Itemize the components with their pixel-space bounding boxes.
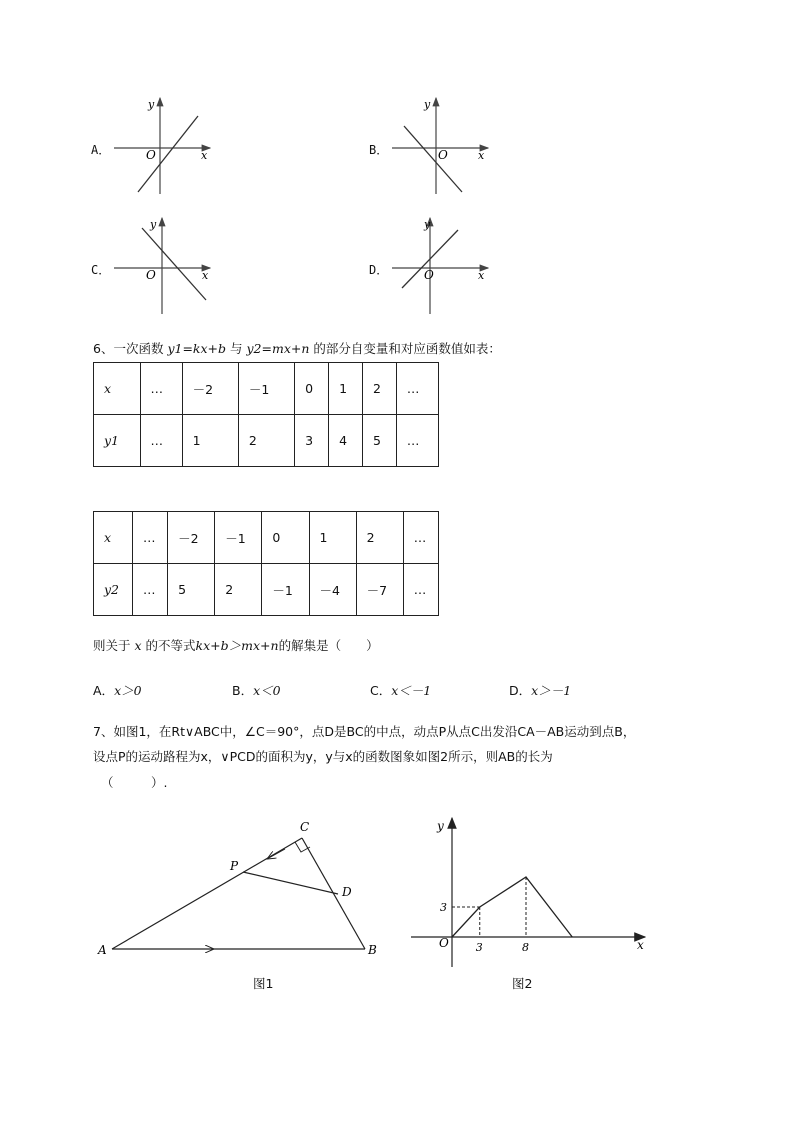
x-axis-label: x xyxy=(478,149,485,162)
value-table-y2 xyxy=(93,511,439,616)
x-axis-label: x xyxy=(201,149,208,162)
y-axis-label: y xyxy=(150,218,157,231)
table-row xyxy=(94,564,439,616)
origin-label: O xyxy=(146,268,156,282)
tick-label-x8: 8 xyxy=(522,941,529,954)
x-axis-label: x xyxy=(637,938,644,952)
table-row xyxy=(94,512,439,564)
label-d: D xyxy=(342,885,352,899)
table-cell: 1 xyxy=(182,415,238,467)
option-a-graph xyxy=(108,92,218,202)
answer-b[interactable]: B．x＜0 xyxy=(232,683,281,698)
y-axis-label: y xyxy=(148,98,155,111)
figure-2-graph xyxy=(405,812,655,972)
table-cell: 2 xyxy=(215,564,262,616)
table-cell: … xyxy=(140,363,182,415)
table-cell: －4 xyxy=(309,564,356,616)
option-b-label: B． xyxy=(369,143,389,157)
option-b-graph xyxy=(386,92,496,202)
function-line xyxy=(142,228,206,300)
table-cell: －7 xyxy=(356,564,403,616)
label-p: P xyxy=(230,859,239,873)
table-cell: y2 xyxy=(94,564,133,616)
q6-stem: 6、一次函数 y1=kx+b 与 y2=mx+n 的部分自变量和对应函数值如表： xyxy=(93,341,501,356)
origin-label: O xyxy=(424,268,434,282)
table-cell: … xyxy=(396,363,438,415)
arrow-ca-icon xyxy=(267,849,285,859)
table-cell: 1 xyxy=(329,363,363,415)
table-cell: … xyxy=(396,415,438,467)
origin-label: O xyxy=(146,148,156,162)
table-cell: 4 xyxy=(329,415,363,467)
y-axis-label: y xyxy=(424,98,431,111)
table-cell: … xyxy=(403,564,438,616)
x-axis-label: x xyxy=(202,269,209,282)
table-cell: 5 xyxy=(168,564,215,616)
option-d-label: D． xyxy=(369,263,389,277)
table-cell: 0 xyxy=(295,363,329,415)
table-cell: … xyxy=(140,415,182,467)
label-a: A xyxy=(98,943,107,957)
table-cell: 2 xyxy=(356,512,403,564)
table-cell: x xyxy=(94,512,133,564)
figure-1-triangle xyxy=(90,812,390,962)
table-cell: －1 xyxy=(238,363,294,415)
option-a-label: A． xyxy=(91,143,111,157)
answer-a[interactable]: A．x＞0 xyxy=(93,683,142,698)
origin-label: O xyxy=(438,148,448,162)
y-axis-label: y xyxy=(424,218,431,231)
table-cell: 2 xyxy=(362,363,396,415)
q7-line1: 7、如图1，在Rt∨ABC中，∠C＝90°，点D是BC的中点，动点P从点C出发沿CA－AB运动到点B， xyxy=(93,724,636,739)
function-line xyxy=(404,126,462,192)
table-cell: 5 xyxy=(362,415,396,467)
q6-question: 则关于 x 的不等式kx+b＞mx+n的解集是（ ） xyxy=(93,638,379,653)
table-cell: 0 xyxy=(262,512,309,564)
answer-c[interactable]: C．x＜－1 xyxy=(370,683,432,698)
answer-d[interactable]: D．x＞－1 xyxy=(509,683,572,698)
table-cell: y1 xyxy=(94,415,141,467)
figure-2-caption: 图2 xyxy=(512,976,533,991)
side-ac xyxy=(112,838,302,949)
function-polyline xyxy=(452,877,572,937)
y-axis-label: y xyxy=(437,819,444,833)
table-cell: －2 xyxy=(182,363,238,415)
label-b: B xyxy=(368,943,377,957)
option-c-graph xyxy=(108,212,218,322)
q7-line3: （ ）. xyxy=(101,775,168,790)
table-cell: x xyxy=(94,363,141,415)
table-row xyxy=(94,363,439,415)
x-axis-label: x xyxy=(478,269,485,282)
table-cell: －1 xyxy=(215,512,262,564)
table-cell: 2 xyxy=(238,415,294,467)
table-cell: … xyxy=(132,564,167,616)
value-table-y1 xyxy=(93,362,439,467)
figure-1-caption: 图1 xyxy=(253,976,274,991)
q7-line2: 设点P的运动路程为x，∨PCD的面积为y，y与x的函数图象如图2所示，则AB的长为 xyxy=(93,749,553,764)
table-cell: －1 xyxy=(262,564,309,616)
table-cell: 3 xyxy=(295,415,329,467)
label-c: C xyxy=(300,820,310,834)
tick-label-y3: 3 xyxy=(440,901,447,914)
table-cell: … xyxy=(403,512,438,564)
table-cell: －2 xyxy=(168,512,215,564)
table-row xyxy=(94,415,439,467)
origin-label: O xyxy=(439,936,449,950)
option-d-graph xyxy=(386,212,496,322)
tick-label-x3: 3 xyxy=(475,941,483,954)
option-c-label: C． xyxy=(91,263,111,277)
table-cell: 1 xyxy=(309,512,356,564)
table-cell: … xyxy=(132,512,167,564)
